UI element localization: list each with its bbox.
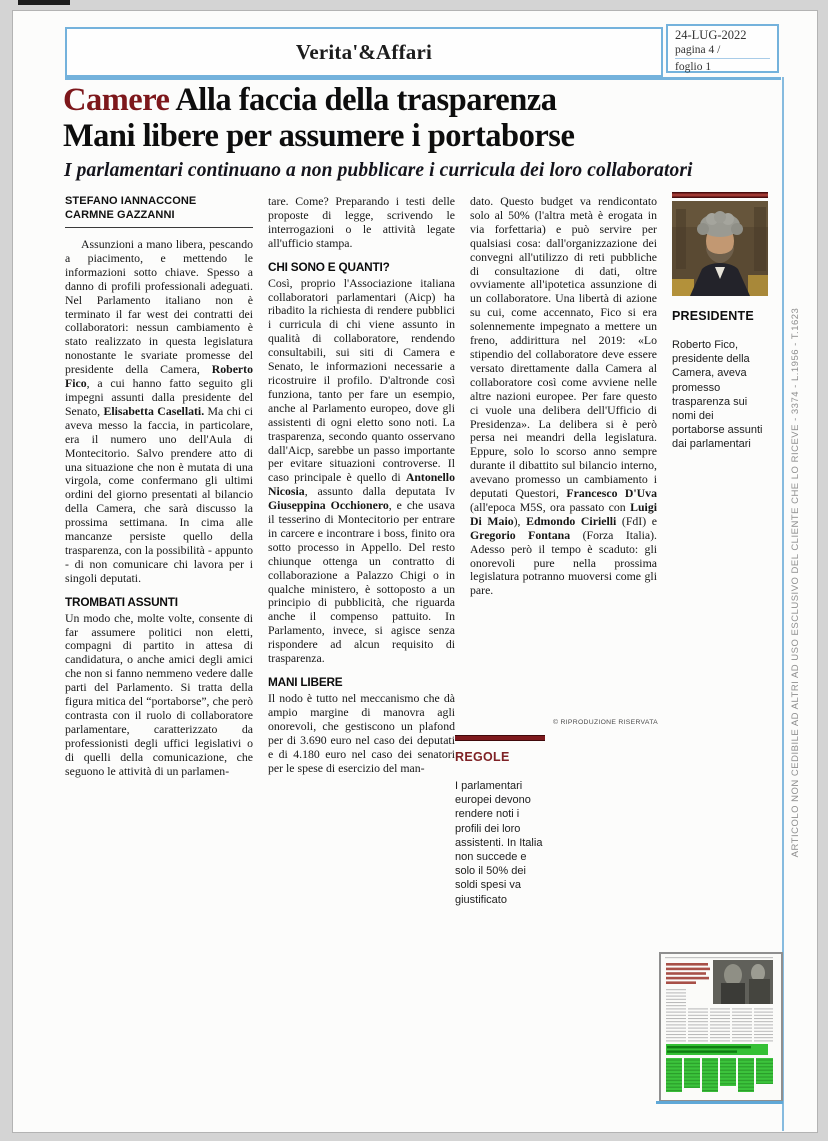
date-box <box>666 24 779 73</box>
date-box-divider <box>675 58 770 59</box>
roberto-fico-photo <box>672 201 768 296</box>
masthead-box <box>65 27 663 77</box>
page-number: pagina 4 / <box>675 44 721 56</box>
scan-artifact <box>18 0 70 5</box>
thumbnail-underline <box>656 1101 783 1104</box>
headline <box>63 82 785 154</box>
headline-kicker: Camere <box>63 82 170 118</box>
article-column-1 <box>65 195 253 967</box>
section-heading: TROMBATI ASSUNTI <box>65 594 178 609</box>
subheadline: I parlamentari continuano a non pubblicare i curricula dei loro collaboratori <box>64 160 693 181</box>
thumbnail-minipage <box>661 954 777 1096</box>
presidente-caption: Roberto Fico, presidente della Camera, aveva promesso trasparenza sui nomi dei portaborse assunti dai parlamentari <box>672 339 763 451</box>
headline-line2: Mani libere per assumere i portaborse <box>63 118 575 154</box>
sheet-number: foglio 1 <box>675 61 712 73</box>
article-paragraph: Così, proprio l'Associazione italiana collaboratori parlamentari (Aicp) ha ribadito la richiesta di rendere pubblici i curricula di chi viene assunto in qualità di collaboratore, rendendo consultabili, sui siti di Camera e Senato, le informazioni necessarie a ricostruire il profilo. D'altronde così funziona, tanto per fare un esempio, anche al Parlamento europeo, dove gli assistenti di ogni eletto sono noti. La trasparenza, secondo quanto osservano dall'Aicp, sarebbe un passo importante per evitare situazioni controverse. Il caso principale è quello di Antonello Nicosia, assunto dalla deputata Iv Giuseppina Occhionero, e che usava il tesserino di Montecitorio per entrare in carcere e incontrare i boss, finito ora sotto processo in Appello. Del resto chiunque ottenga un contratto di collaborazione a Palazzo Chigi o in qualche ministero, è sottoposto a un principio di pubblicità, che riguarda anche il compenso pattuito. In Parlamento, invece, si agisce senza rispondere ad alcun requisito di trasparenza. <box>268 275 455 666</box>
presidente-title: PRESIDENTE <box>672 309 754 323</box>
section-heading: CHI SONO E QUANTI? <box>268 259 390 274</box>
issue-date: 24-LUG-2022 <box>675 28 747 42</box>
presidente-sidebar <box>672 192 768 452</box>
regole-title: REGOLE <box>455 750 510 764</box>
section-heading: MANI LIBERE <box>268 675 343 689</box>
column-3-text <box>470 195 657 598</box>
article-paragraph: Un modo che, molte volte, consente di far assumere politici non eletti, compagni di partito in attesa di candidatura, o anche amici degli amici che non si fanno nemmeno vedere dalle parti del Parlamento. Si tratta della figura mitica del “portaborse”, che però contrasta con il ruolo di collaboratore parlamentare, caratterizzato da professionisti degli uffici legislativi o di quelli della comunicazione, che seguono le attività di un parlamen- <box>65 610 253 778</box>
masthead-rule <box>65 77 781 80</box>
copyright-notice: © RIPRODUZIONE RISERVATA <box>553 719 658 726</box>
regole-caption: I parlamentari europei devono rendere noti i profili dei loro assistenti. In Italia non succede e solo il 50% dei soldi spesi va giustificato <box>455 780 543 906</box>
article-paragraph: dato. Questo budget va rendicontato solo al 50% (l'altra metà è erogata in via forfettaria) e può servire per qualsiasi cosa: dall'organizzazione dei convegni all'utilizzo di reti pubbliche di consultazione di dati, oltre ovviamente all'ipotetica assunzione di un collaboratore. Una libertà di azione su cui, come accennato, Fico si era solennemente impegnato a mettere un freno, addirittura nel 2019: «Lo stipendio del collaboratore deve essere versato direttamente dalla Camera al collaboratore così come avviene nelle altre nazioni europee. Per fare questo ci vuole una delibera dell'Ufficio di Presidenza». La delibera si è però persa nei meandri della legislatura. Eppure, solo lo scorso anno sempre durante il dibattito sul bilancio interno, avevano promesso un cambiamento i deputati Questori, Francesco D'Uva (all'epoca M5S, ora passato con Luigi Di Maio), Edmondo Cirielli (FdI) e Gregorio Fontana (Forza Italia). Adesso però il tempo è scaduto: gli onorevoli pure nella prossima legislatura potranno muoversi come gli pare. <box>470 195 657 598</box>
publication-title: Verita'&Affari <box>295 39 433 64</box>
byline <box>65 195 253 228</box>
author-2: CARMNE GAZZANNI <box>65 208 175 221</box>
column-2-text <box>268 195 455 775</box>
thumbnail-photo <box>713 960 773 1004</box>
article-paragraph: tare. Come? Preparando i testi delle proposte di legge, scrivendo le interrogazioni o le attività legate all'ufficio stampa. <box>268 195 455 250</box>
license-margin-note: ARTICOLO NON CEDIBILE AD ALTRI AD USO ESCLUSIVO DEL CLIENTE CHE LO RICEVE - 3374 - L.1956 - T.1623 <box>790 307 801 858</box>
article-paragraph: Assunzioni a mano libera, pescando a piacimento, e mettendo le informazioni sotto chiave. Spesso a danno di profili professionali adeguati. Nel Parlamento italiano non è terminato il far west dei contratti dei collaboratori: nessun cambiamento è stato realizzato in questa legislatura nonostante le svariate promesse del presidente della Camera, Roberto Fico, a cui hanno fatto seguito gli impegni assunti dalla presidente del Senato, Elisabetta Casellati. Ma chi ci aveva messo la faccia, in particolare, era il numero uno dell'Aula di Montecitorio. Salvo prendere atto di una situazione che non è mutata di una virgola, come confermano gli ultimi ordini del giorno presentati al bilancio della Camera, che sarà discusso la prossima settimana. In cima alle mancanze persiste quello della trasparenza, con la possibilità - appunto - di non comunicare chi lavora per i singoli deputati. <box>65 237 253 585</box>
article-column-2 <box>268 195 455 967</box>
column-1-text <box>65 238 253 779</box>
headline-line1 <box>63 82 785 118</box>
photo-rule <box>672 192 768 198</box>
regole-rule <box>455 735 545 741</box>
regole-sidebar <box>455 735 545 907</box>
headline-line1-text: Alla faccia della trasparenza <box>175 82 557 118</box>
article-paragraph: Il nodo è tutto nel meccanismo che dà ampio margine di manovra agli onorevoli, che gestiscono un plafond per di 3.690 euro nel caso dei deputati e di 4.180 euro nel caso dei senatori per le spese di esercizio del man- <box>268 691 455 775</box>
page-thumbnail <box>659 952 783 1102</box>
author-1: STEFANO IANNACCONE <box>65 195 197 207</box>
